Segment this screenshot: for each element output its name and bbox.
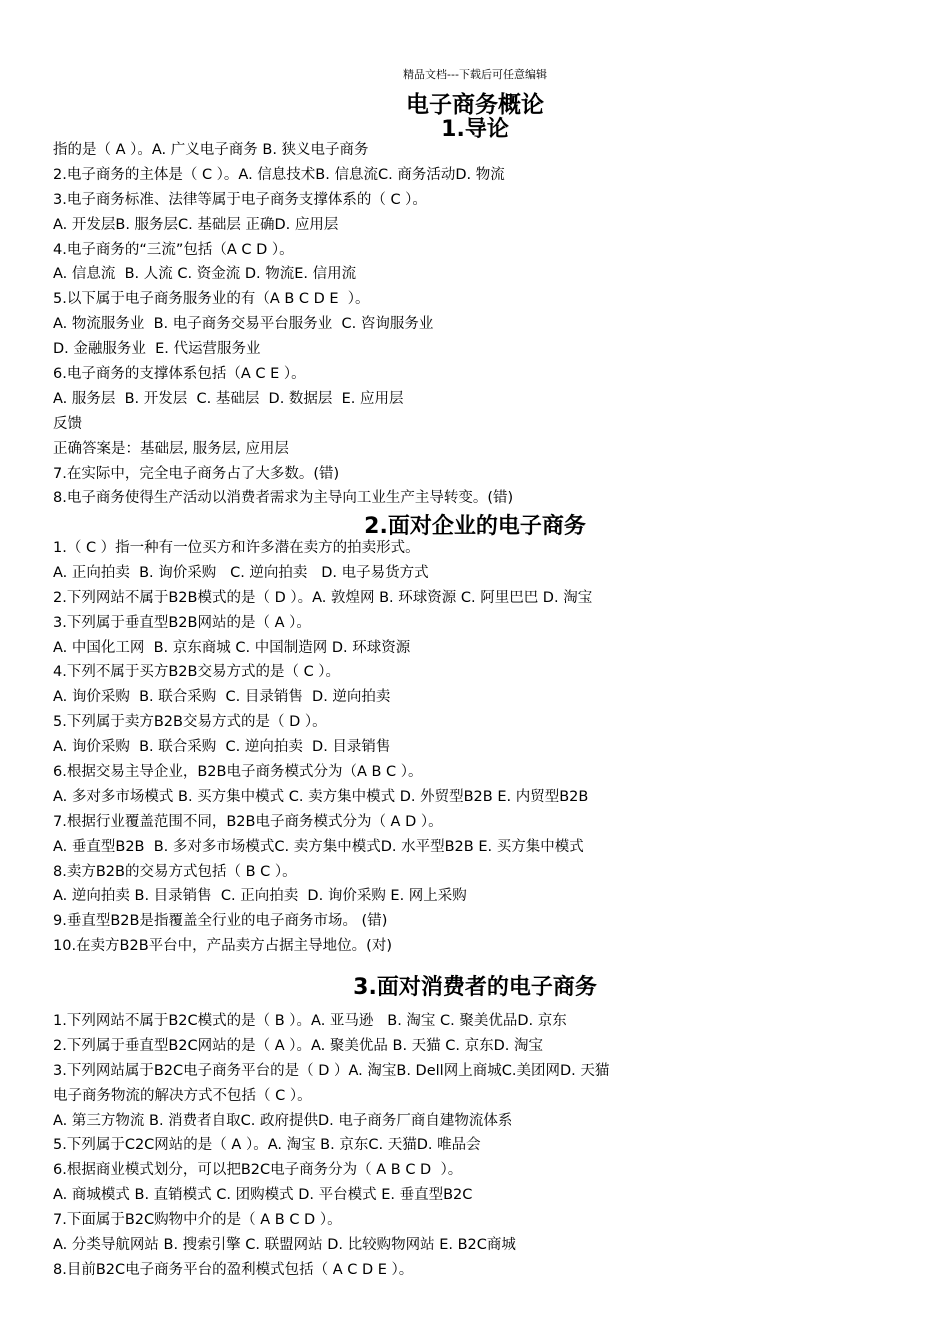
question-line: A. 分类导航网站 B. 搜索引擎 C. 联盟网站 D. 比较购物网站 E. B2C商城 [53,1237,516,1254]
document-title: 电子商务概论 [406,92,544,118]
question-line: A. 商城模式 B. 直销模式 C. 团购模式 D. 平台模式 E. 垂直型B2C [53,1187,473,1204]
section-2-heading: 2.面对企业的电子商务 [364,514,586,539]
section-1-body [53,138,933,511]
header-note: 精品文档---下载后可任意编辑 [403,68,547,81]
section-1-heading: 1.导论 [441,117,509,142]
question-line: 5.下列属于C2C网站的是（ A ）。A. 淘宝 B. 京东C. 天猫D. 唯品会 [53,1137,481,1154]
question-line: 5.下列属于卖方B2B交易方式的是（ D ）。 [53,714,327,731]
question-line: A. 服务层 B. 开发层 C. 基础层 D. 数据层 E. 应用层 [53,390,404,407]
question-line: 6.根据商业模式划分，可以把B2C电子商务分为（ A B C D ）。 [53,1162,463,1179]
question-line: 6.根据交易主导企业，B2B电子商务模式分为（A B C ）。 [53,764,423,781]
question-line: 2.下列属于垂直型B2C网站的是（ A ）。A. 聚美优品 B. 天猫 C. 京东D. 淘宝 [53,1037,544,1054]
question-line: 4.电子商务的“三流”包括（A C D ）。 [53,241,294,258]
question-line: 2.电子商务的主体是（ C ）。A. 信息技术B. 信息流C. 商务活动D. 物流 [53,166,505,183]
question-line: 6.电子商务的支撑体系包括（A C E ）。 [53,366,306,383]
question-line: 7.在实际中，完全电子商务占了大多数。(错) [53,465,340,482]
question-line: 1.（ C ）指一种有一位买方和许多潜在卖方的拍卖形式。 [53,540,420,556]
question-line: A. 多对多市场模式 B. 买方集中模式 C. 卖方集中模式 D. 外贸型B2B E. 内贸型B2B [53,788,589,805]
question-line: A. 询价采购 B. 联合采购 C. 目录销售 D. 逆向拍卖 [53,689,391,706]
section-3-heading: 3.面对消费者的电子商务 [353,975,597,1000]
question-line: A. 开发层B. 服务层C. 基础层 正确D. 应用层 [53,216,339,233]
question-line: A. 信息流 B. 人流 C. 资金流 D. 物流E. 信用流 [53,266,357,283]
question-line: 10.在卖方B2B平台中，产品卖方占据主导地位。(对) [53,938,392,955]
question-line: 7.根据行业覆盖范围不同，B2B电子商务模式分为（ A D ）。 [53,813,443,830]
question-line: 8.电子商务使得生产活动以消费者需求为主导向工业生产主导转变。(错) [53,490,514,507]
question-line: 3.电子商务标准、法律等属于电子商务支撑体系的（ C ）。 [53,191,427,208]
question-line: 反馈 [53,415,82,432]
question-line: 2.下列网站不属于B2B模式的是（ D ）。A. 敦煌网 B. 环球资源 C. 阿里巴巴 D. 淘宝 [53,589,593,606]
question-line: 8.目前B2C电子商务平台的盈利模式包括（ A C D E ）。 [53,1261,414,1278]
question-line: A. 中国化工网 B. 京东商城 C. 中国制造网 D. 环球资源 [53,639,411,656]
section-2-body [53,536,933,959]
question-line: A. 逆向拍卖 B. 目录销售 C. 正向拍卖 D. 询价采购 E. 网上采购 [53,888,467,905]
question-line: D. 金融服务业 E. 代运营服务业 [53,341,261,358]
question-line: 1.下列网站不属于B2C模式的是（ B ）。A. 亚马逊 B. 淘宝 C. 聚美优品D. 京东 [53,1013,567,1029]
question-line: 8.卖方B2B的交易方式包括（ B C ）。 [53,863,297,880]
section-3-body [53,1009,933,1283]
question-line: A. 物流服务业 B. 电子商务交易平台服务业 C. 咨询服务业 [53,316,434,333]
question-line: 电子商务物流的解决方式不包括（ C ）。 [53,1087,312,1104]
question-line: A. 垂直型B2B B. 多对多市场模式C. 卖方集中模式D. 水平型B2B E. 买方集中模式 [53,838,584,855]
question-line: 5.以下属于电子商务服务业的有（A B C D E ）。 [53,291,370,308]
question-line: 9.垂直型B2B是指覆盖全行业的电子商务市场。 (错) [53,913,388,930]
question-line: A. 正向拍卖 B. 询价采购 C. 逆向拍卖 D. 电子易货方式 [53,564,429,581]
question-line: 指的是（ A ）。A. 广义电子商务 B. 狭义电子商务 [53,142,369,158]
question-line: A. 询价采购 B. 联合采购 C. 逆向拍卖 D. 目录销售 [53,739,391,756]
question-line: A. 第三方物流 B. 消费者自取C. 政府提供D. 电子商务厂商自建物流体系 [53,1112,513,1129]
question-line: 3.下列网站属于B2C电子商务平台的是（ D ）A. 淘宝B. Dell网上商城C.美团网D. 天猫 [53,1062,610,1079]
question-line: 7.下面属于B2C购物中介的是（ A B C D ）。 [53,1212,342,1229]
question-line: 3.下列属于垂直型B2B网站的是（ A ）。 [53,614,311,631]
question-line: 4.下列不属于买方B2B交易方式的是（ C ）。 [53,664,341,681]
question-line: 正确答案是：基础层, 服务层, 应用层 [53,440,289,457]
